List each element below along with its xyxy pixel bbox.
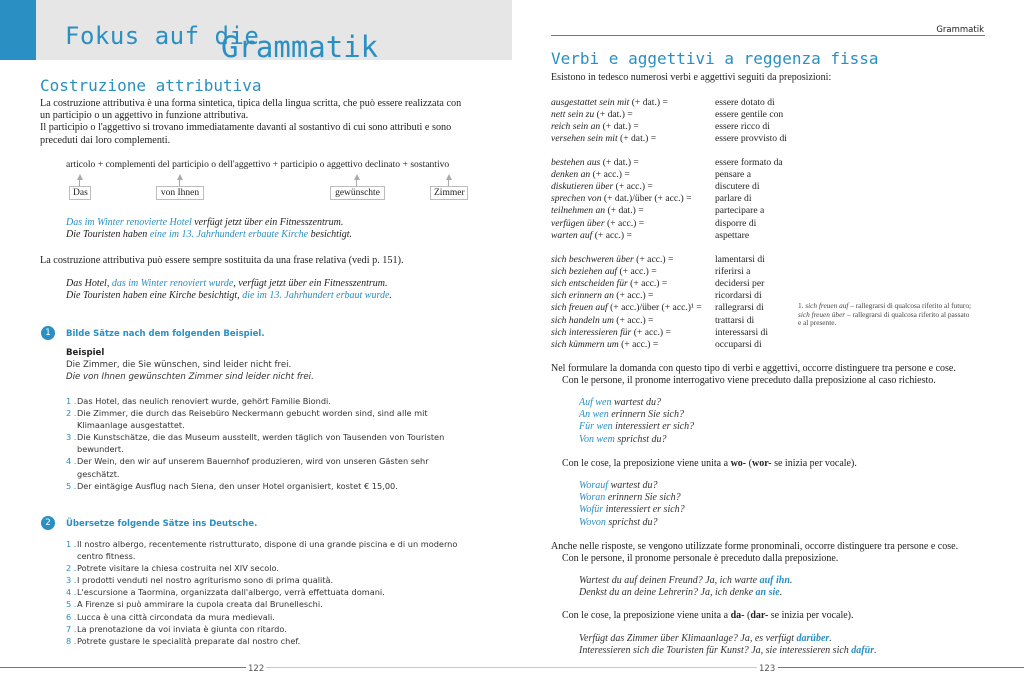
verb-entry-it: rallegrarsi di (715, 302, 764, 314)
verb-entry-de: sich entscheiden für (+ acc.) = (551, 278, 668, 290)
intro-line: preceduti dai loro complementi. (40, 134, 171, 146)
verb-entry-de: reich sein an (+ dat.) = (551, 121, 639, 133)
answer-example: Verfügt das Zimmer über Klimaanlage? Ja, es verfügt darüber. (579, 633, 832, 644)
arrow-up-icon (177, 174, 183, 180)
intro-line: La costruzione attributiva è una forma sintetica, tipica della lingua scritta, che può essere realizzata con (40, 98, 462, 109)
verb-entry-it: occuparsi di (715, 338, 762, 350)
scheme-box-noun: Zimmer (430, 186, 468, 200)
verb-entry-de: sich beschweren über (+ acc.) = (551, 254, 674, 265)
scheme-box-complement: von Ihnen (156, 186, 204, 200)
verb-entry-it: ricordarsi di (715, 290, 762, 302)
list-item: 3 . Die Kunstschätze, die das Museum ausstellt, werden täglich von Tausenden von Touristen bewundert. (66, 432, 445, 455)
intro-paragraph: Esistono in tedesco numerosi verbi e aggettivi seguiti da preposizioni: (551, 72, 832, 83)
answer-example: Interessieren sich die Touristen für Kunst? Ja, sie interessieren sich dafür. (579, 645, 877, 656)
running-header: Grammatik (936, 25, 984, 35)
exercise-title: Übersetze folgende Sätze ins Deutsche. (66, 519, 258, 529)
list-item: 1 . Das Hotel, das neulich renoviert wurde, gehört Familie Biondi. (66, 396, 331, 406)
intro-line: un participio o un aggettivo in funzione attributiva. (40, 110, 249, 122)
example-sentence: Die Touristen haben eine im 13. Jahrhundert erbaute Kirche besichtigt. (66, 229, 353, 240)
verb-entry-it: interessarsi di (715, 326, 769, 338)
verb-entry-it: essere ricco di (715, 121, 770, 133)
example-sentence: Das im Winter renovierte Hotel verfügt jetzt über ein Fitnesszentrum. (66, 217, 344, 228)
scheme-formula: articolo + complementi del participio o dell'aggettivo + participio o aggettivo declinato + sostantivo (66, 159, 450, 170)
verb-entry-it: lamentarsi di (715, 254, 765, 265)
exercise-title: Bilde Sätze nach dem folgenden Beispiel. (66, 329, 265, 339)
intro-paragraph (40, 98, 480, 147)
verb-entry-de: versehen sein mit (+ dat.) = (551, 133, 657, 145)
verb-entry-it: decidersi per (715, 278, 765, 290)
footer-rule (778, 667, 1024, 668)
list-item: 5 . A Firenze si può ammirare la cupola creata dal Brunelleschi. (66, 599, 323, 610)
verb-entry-it: essere dotato di (715, 97, 775, 108)
verb-entry-it: pensare a (715, 169, 751, 181)
verb-entry-it: essere formato da (715, 157, 783, 168)
intro-line: Il participio o l'aggettivo si trovano immediatamente davanti al sostantivo di cui sono attributi e sono (40, 122, 452, 134)
answer-example: Denkst du an deine Lehrerin? Ja, ich denke an sie. (579, 587, 783, 598)
question-example: Wofür interessiert er sich? (579, 504, 685, 516)
example-answer: Die von Ihnen gewünschten Zimmer sind leider nicht frei. (66, 372, 314, 383)
section-title: Costruzione attributiva (40, 76, 262, 95)
question-example: Worauf wartest du? (579, 480, 658, 491)
page-title-line1: Fokus auf die (65, 22, 260, 50)
verb-entry-it: disporre di (715, 217, 757, 229)
exercise-number-badge: 1 (41, 326, 55, 340)
verb-entry-de: teilnehmen an (+ dat.) = (551, 205, 644, 217)
list-item: 5 . Der eintägige Ausflug nach Siena, den unser Hotel organisiert, kostet € 15,00. (66, 480, 398, 491)
verb-entry-it: trattarsi di (715, 314, 755, 326)
page-number: 123 (759, 664, 776, 674)
verb-entry-it: discutere di (715, 181, 760, 193)
arrow-up-icon (77, 174, 83, 180)
exercise-list (66, 395, 466, 492)
paragraph: Con le cose, la preposizione viene unita a da- (dar- se inizia per vocale). (562, 610, 854, 621)
question-example: Auf wen wartest du? (579, 397, 661, 408)
paragraph: Con le cose, la preposizione viene unita a wo- (wor- se inizia per vocale). (562, 458, 857, 469)
exercise-number-badge: 2 (41, 516, 55, 530)
verb-entry-de: sprechen von (+ dat.)/über (+ acc.) = (551, 193, 692, 205)
header-rule (551, 35, 985, 36)
footnote: 1. sich freuen auf – rallegrarsi di qualcosa riferito al futuro; sich freuen über – rallegrarsi di qualcosa riferito al passato e al presente. (798, 301, 971, 328)
verb-entry-it: partecipare a (715, 205, 765, 217)
list-item: 8 . Potrete gustare le specialità preparate dal nostro chef. (66, 635, 301, 646)
paragraph: Nel formulare la domanda con questo tipo di verbi e aggettivi, occorre distinguere tra persone e cose. (551, 363, 956, 374)
exercise-list (66, 538, 466, 647)
verb-entry-it: essere provvisto di (715, 133, 787, 145)
scheme-box-participle: gewünschte (330, 186, 385, 200)
verb-entry-de: sich freuen auf (+ acc.)/über (+ acc.)¹ = (551, 302, 702, 314)
verb-entry-it: parlare di (715, 193, 752, 205)
section-title: Verbi e aggettivi a reggenza fissa (551, 49, 879, 68)
verb-entry-de: bestehen aus (+ dat.) = (551, 157, 639, 168)
list-item: 1 . Il nostro albergo, recentemente ristrutturato, dispone di una grande piscina e di un moderno centro fitness. (66, 539, 458, 562)
question-example: Von wem sprichst du? (579, 433, 667, 445)
question-example: Woran erinnern Sie sich? (579, 492, 681, 504)
verb-entry-de: nett sein zu (+ dat.) = (551, 109, 633, 121)
relative-clause-note: La costruzione attributiva può essere sempre sostituita da una frase relativa (vedi p. 151). (40, 255, 404, 266)
verb-entry-it: aspettare (715, 229, 750, 241)
verb-entry-it: riferirsi a (715, 266, 751, 278)
verb-entry-de: sich erinnern an (+ acc.) = (551, 290, 654, 302)
example-sentence: Die Touristen haben eine Kirche besichtigt, die im 13. Jahrhundert erbaut wurde. (66, 290, 392, 301)
verb-entry-it: essere gentile con (715, 109, 784, 121)
footer-rule (0, 667, 246, 668)
list-item: 2 . Potrete visitare la chiesa costruita nel XIV secolo. (66, 563, 279, 574)
answer-example: Wartest du auf deinen Freund? Ja, ich warte auf ihn. (579, 575, 793, 586)
paragraph: Con le persone, il pronome personale è preceduto dalla preposizione. (562, 553, 839, 564)
footer-rule (512, 667, 757, 668)
question-example: Wovon sprichst du? (579, 516, 658, 528)
page-title-line2: Grammatik (221, 30, 379, 64)
verb-entry-de: sich kümmern um (+ acc.) = (551, 338, 659, 350)
verb-entry-de: ausgestattet sein mit (+ dat.) = (551, 97, 668, 108)
arrow-up-icon (446, 174, 452, 180)
footer-rule (266, 667, 512, 668)
list-item: 6 . Lucca è una città circondata da mura medievali. (66, 611, 275, 622)
verb-entry-de: sich beziehen auf (+ acc.) = (551, 266, 657, 278)
list-item: 2 . Die Zimmer, die durch das Reisebüro Neckermann gebucht worden sind, sind alle mit Klimaanlage ausgestattet. (66, 408, 428, 431)
question-example: An wen erinnern Sie sich? (579, 409, 684, 421)
verb-entry-de: sich handeln um (+ acc.) = (551, 314, 654, 326)
list-item: 3 . I prodotti venduti nel nostro agriturismo sono di prima qualità. (66, 575, 334, 586)
exercise-example (66, 347, 486, 384)
paragraph: Con le persone, il pronome interrogativo viene preceduto dalla preposizione al caso richiesto. (562, 375, 936, 386)
example-text: Die Zimmer, die Sie wünschen, sind leider nicht frei. (66, 360, 292, 371)
list-item: 4 . L'escursione a Taormina, organizzata dall'albergo, verrà effettuata domani. (66, 587, 385, 598)
header-accent-block (0, 0, 36, 60)
verb-entry-de: verfügen über (+ acc.) = (551, 217, 645, 229)
list-item: 7 . La prenotazione da voi inviata è giunta con ritardo. (66, 623, 287, 634)
verb-entry-de: warten auf (+ acc.) = (551, 229, 632, 241)
verb-entry-de: denken an (+ acc.) = (551, 169, 630, 181)
arrow-up-icon (354, 174, 360, 180)
paragraph: Anche nelle risposte, se vengono utilizzate forme pronominali, occorre distinguere tra persone e cose. (551, 541, 959, 552)
verb-entry-de: diskutieren über (+ acc.) = (551, 181, 653, 193)
example-label: Beispiel (66, 348, 105, 358)
scheme-box-article: Das (69, 186, 91, 200)
page-number: 122 (248, 664, 265, 674)
list-item: 4 . Der Wein, den wir auf unserem Bauernhof produzieren, wird von unseren Gästen sehr geschätzt. (66, 456, 429, 479)
example-sentence: Das Hotel, das im Winter renoviert wurde, verfügt jetzt über ein Fitnesszentrum. (66, 278, 388, 289)
verb-entry-de: sich interessieren für (+ acc.) = (551, 326, 671, 338)
question-example: Für wen interessiert er sich? (579, 421, 695, 433)
